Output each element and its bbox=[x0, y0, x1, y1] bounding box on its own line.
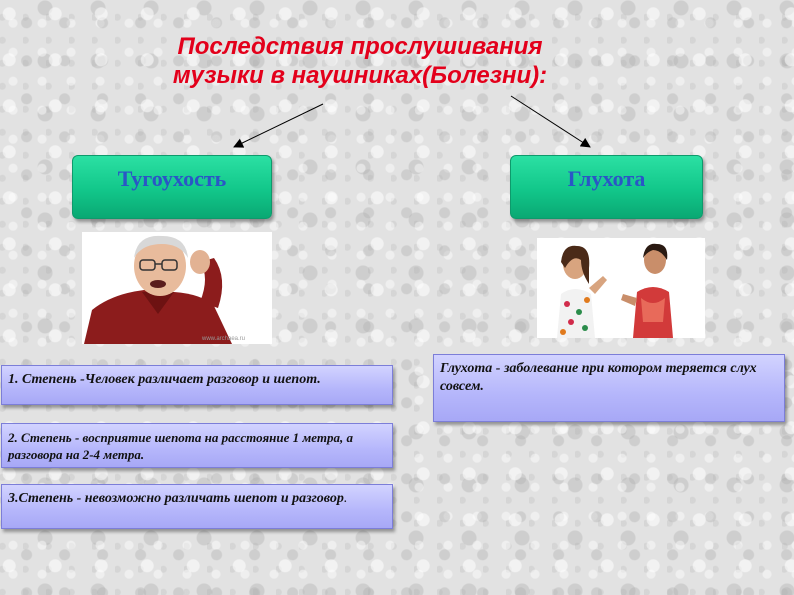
deafness-description-box bbox=[433, 354, 785, 422]
two-women-photo bbox=[537, 238, 705, 338]
degree-2-text: 2. Степень - восприятие шепота на расстояние 1 метра, а разговора на 2-4 метра. bbox=[8, 430, 353, 462]
arrow-right bbox=[511, 96, 590, 147]
title-line-1: Последствия прослушивания bbox=[177, 33, 543, 60]
degree-2-box bbox=[1, 423, 393, 468]
arrow-left bbox=[234, 104, 323, 147]
deafness-description-text: Глухота - заболевание при котором теряется слух совсем. bbox=[440, 361, 757, 394]
photo-watermark: www.archaea.ru bbox=[202, 336, 246, 342]
deafness-label: Глухота bbox=[567, 166, 646, 191]
degree-3-box bbox=[1, 484, 393, 529]
degree-1-box bbox=[1, 365, 393, 405]
deafness-box bbox=[510, 155, 703, 219]
hearing-loss-label: Тугоухость bbox=[117, 166, 227, 191]
degree-1-text: 1. Степень -Человек различает разговор и шепот. bbox=[8, 372, 321, 387]
degree-3-tail: . bbox=[343, 491, 348, 506]
hearing-loss-box bbox=[72, 155, 272, 219]
degree-3-text: 3.Степень - невозможно различать шепот и разговор bbox=[8, 491, 344, 506]
title-line-2: музыки в наушниках(Болезни): bbox=[172, 62, 548, 89]
old-man-photo bbox=[82, 232, 272, 344]
